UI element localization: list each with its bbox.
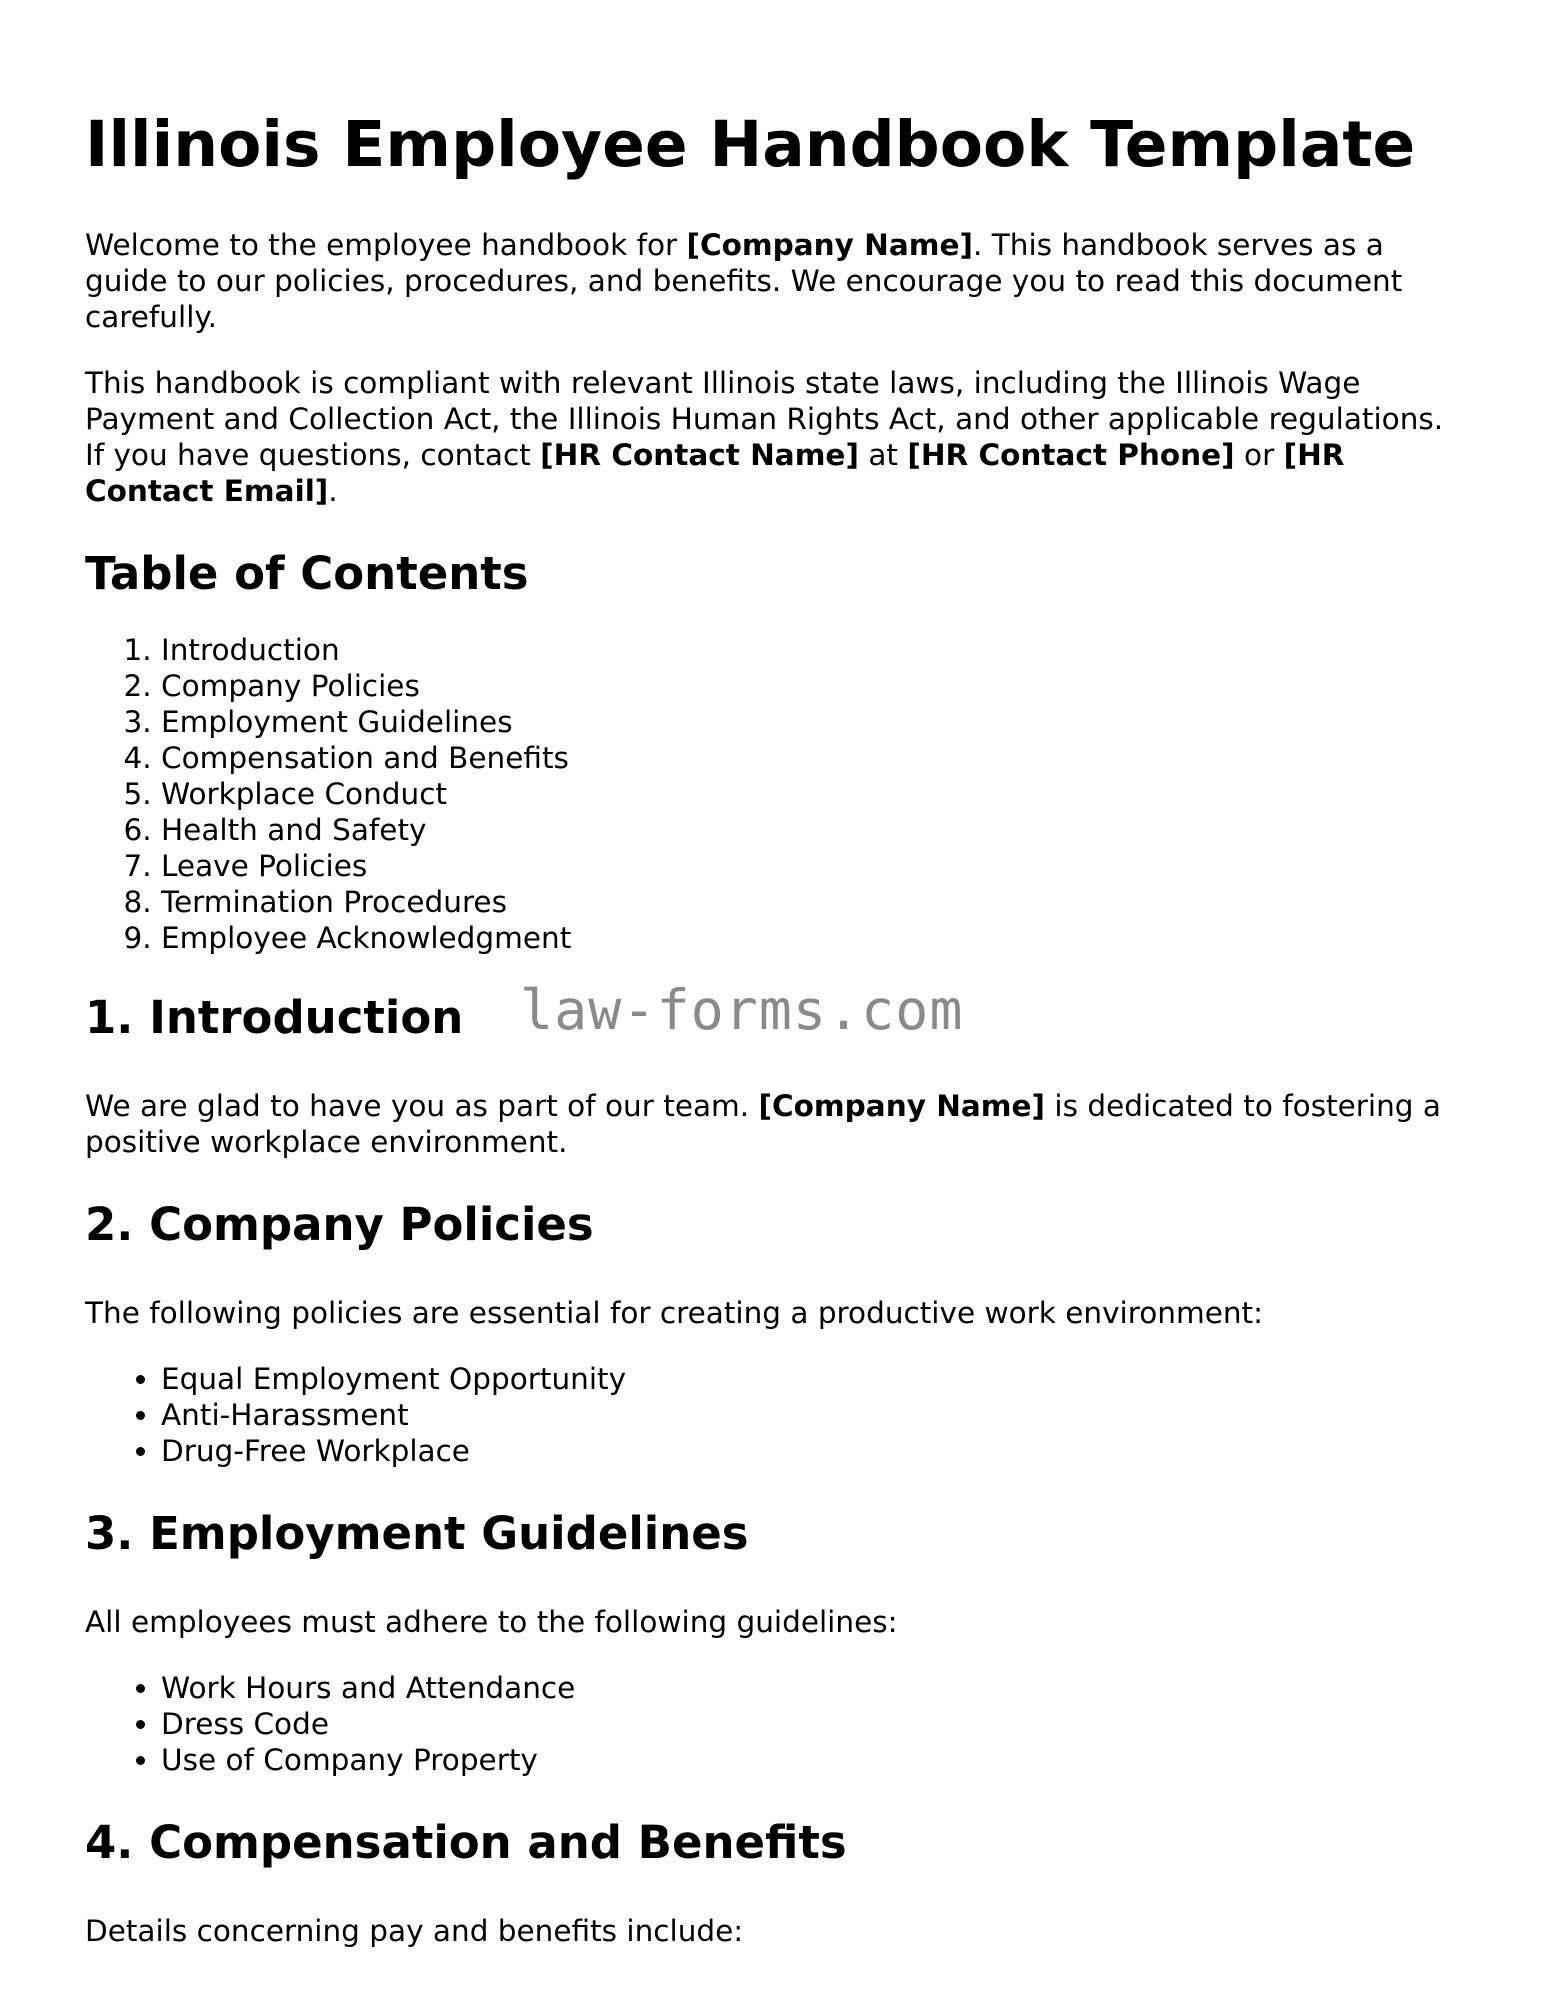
document-page (85, 0, 1465, 1949)
section-heading-company-policies: 2. Company Policies (85, 1198, 594, 1251)
toc-item: 1. Introduction (161, 632, 1465, 668)
toc-item: 6. Health and Safety (161, 812, 1465, 848)
toc-item: 7. Leave Policies (161, 848, 1465, 884)
toc-item: 3. Employment Guidelines (161, 704, 1465, 740)
list-item: • Use of Company Property (161, 1742, 1465, 1778)
toc-heading: Table of Contents (85, 547, 529, 600)
company-name-placeholder: [Company Name] (686, 228, 974, 262)
intro-text: Welcome to the employee handbook for (85, 228, 687, 262)
intro-paragraph-compliance (85, 365, 1465, 509)
toc-item: 4. Compensation and Benefits (161, 740, 1465, 776)
toc-item: 2. Company Policies (161, 668, 1465, 704)
hr-contact-name-placeholder: [HR Contact Name] (540, 438, 859, 472)
policies-paragraph: The following policies are essential for creating a productive work environment: (85, 1296, 1264, 1330)
guidelines-list (85, 1670, 1465, 1778)
toc-item: 8. Termination Procedures (161, 884, 1465, 920)
introduction-text: is dedicated to fostering a positive workplace environment. (85, 1089, 1441, 1159)
guidelines-paragraph: All employees must adhere to the following guidelines: (85, 1605, 898, 1639)
list-item: • Anti-Harassment (161, 1397, 1465, 1433)
document-title: Illinois Employee Handbook Template (85, 108, 1416, 181)
hr-contact-email-placeholder: [HR Contact Email] (85, 438, 1345, 508)
section-heading-employment-guidelines: 3. Employment Guidelines (85, 1507, 749, 1560)
list-item: • Work Hours and Attendance (161, 1670, 1465, 1706)
toc-item: 5. Workplace Conduct (161, 776, 1465, 812)
introduction-text: We are glad to have you as part of our team. (85, 1089, 759, 1123)
toc-item: 9. Employee Acknowledgment (161, 920, 1465, 956)
introduction-paragraph (85, 1088, 1465, 1160)
compensation-paragraph: Details concerning pay and benefits include: (85, 1914, 744, 1948)
list-item: • Drug-Free Workplace (161, 1433, 1465, 1469)
hr-contact-phone-placeholder: [HR Contact Phone] (907, 438, 1235, 472)
watermark: law-forms.com (520, 978, 964, 1042)
toc-list (85, 632, 1465, 956)
section-heading-compensation-benefits: 4. Compensation and Benefits (85, 1816, 847, 1869)
intro-paragraph-welcome (85, 227, 1465, 335)
policies-list (85, 1361, 1465, 1469)
compliance-text: This handbook is compliant with relevant Illinois state laws, including the Illinois Wage Payment and Collection Act, the Illinois Human Rights Act, and other applicable regulations. If you have questions, contact (85, 366, 1444, 472)
intro-text: . This handbook serves as a guide to our policies, procedures, and benefits. We encourage you to read this document carefully. (85, 228, 1403, 334)
compliance-text: at (858, 438, 908, 472)
list-item: • Equal Employment Opportunity (161, 1361, 1465, 1397)
compliance-text: . (328, 474, 338, 508)
list-item: • Dress Code (161, 1706, 1465, 1742)
company-name-placeholder: [Company Name] (758, 1089, 1046, 1123)
section-heading-introduction: 1. Introduction (85, 991, 464, 1044)
compliance-text: or (1234, 438, 1284, 472)
